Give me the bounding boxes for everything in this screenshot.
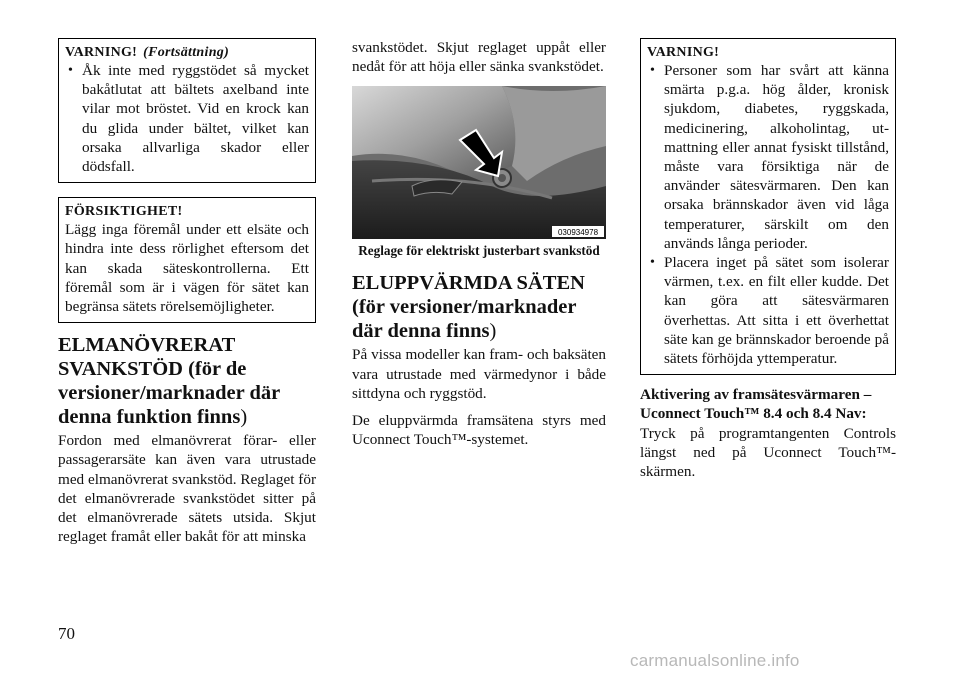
figure-caption: Reglage för elektriskt justerbart svankstöd [358, 243, 600, 259]
caution-text: Lägg inga föremål under ett elsäte och hindra inte dess rörlighet eftersom det kan skada säteskontrollerna. Ett föremål som är i vägen för sätet kan begränsa sätets rörelsemöjligheter. [65, 221, 309, 316]
figure-id: 030934978 [557, 228, 599, 238]
activation-subheading: Aktivering av framsätesvärmaren – Uconnect Touch™ 8.4 och 8.4 Nav: [640, 386, 872, 423]
warning-title: VARNING! (Fortsättning) [65, 45, 230, 60]
warning-bullets [647, 61, 889, 368]
warning-box-continued [58, 38, 316, 183]
section-heading-lumbar: ELMANÖVRERAT SVANKSTÖD (för de versioner/marknader där denna funktion finns) [58, 334, 280, 429]
continued-label: (Fortsättning) [143, 45, 230, 60]
warning-bullet: • Åk inte med ryggstödet så mycket bakåtlutat att bältets axelband inte vilar mot bröstet. Vid en krock kan du glida under bältet, vilket kan orsaka allvarliga skador eller dödsfall. [82, 61, 309, 176]
page-number: 70 [58, 624, 75, 643]
column-left [58, 38, 316, 554]
caution-box [58, 197, 316, 323]
watermark: carmanualsonline.info [630, 651, 800, 670]
activation-body: Tryck på programtangenten Controls längst ned på Uconnect Touch™-skärmen. [640, 424, 896, 481]
lumbar-control-photo [352, 86, 606, 239]
warning-box [640, 38, 896, 375]
section-heading-heated: ELUPPVÄRMDA SÄTEN (för versioner/marknader där denna finns) [352, 272, 585, 343]
heated-para-2: De eluppvärmda framsätena styrs med Uconnect Touch™-systemet. [352, 412, 606, 449]
warning-title: VARNING! [647, 45, 720, 60]
lumbar-body: Fordon med elmanövrerat förar- eller passagerarsäte kan även vara utrustade med elmanövrerat svankstöd. Reglaget för det elmanövrerade svankstödet sitter på det elmanövrerade sätets utsida. Skjut reglaget framåt eller bakåt för att minska [58, 432, 316, 546]
seat-illustration [352, 86, 606, 239]
lumbar-body-continued: svankstödet. Skjut reglaget uppåt eller nedåt för att höja eller sänka svankstödet. [352, 39, 606, 76]
warning-bullet: • Placera inget på sätet som isolerar värmen, t.ex. en filt eller kudde. Det kan göra att sätesvärmaren överhettas. Att sitta i ett överhettat säte kan ge brännskador beroende på sätets förhöjda yttemperatur. [664, 253, 889, 368]
warning-bullets [65, 61, 309, 176]
caution-title: FÖRSIKTIGHET! [65, 204, 183, 220]
column-right [640, 38, 896, 489]
heated-para-1: På vissa modeller kan fram- och baksäten vara utrustade med värmedynor i både sittdyna och ryggstöd. [352, 346, 606, 402]
warning-bullet: • Personer som har svårt att känna smärta p.g.a. hög ålder, kronisk sjukdom, diabetes, ryggskada, medicinering, alkoholintag, utmattning eller annat fysiskt tillstånd, måste vara försiktiga när de använder sätesvärmaren. Den kan orsaka brännskador även vid låga temperaturer, särskilt om den används långa perioder. [664, 61, 889, 253]
column-middle [352, 38, 606, 457]
